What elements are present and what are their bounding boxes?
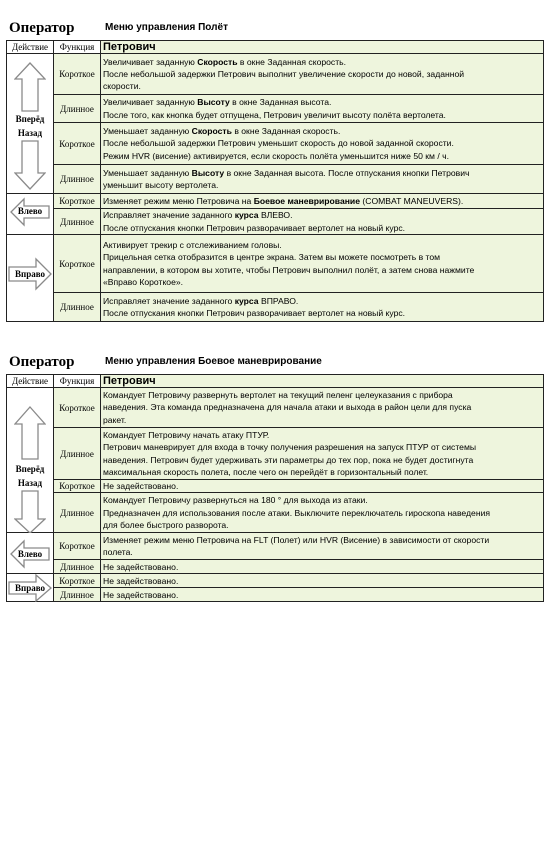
label-back: Назад xyxy=(17,128,43,138)
section-header xyxy=(6,18,543,40)
emphasis-text: курса xyxy=(234,210,259,221)
function-cell: Короткое xyxy=(54,235,101,293)
emphasis-text: Высоту xyxy=(197,97,230,108)
arrow-up-icon xyxy=(14,406,46,460)
arrow-down-icon xyxy=(14,490,46,534)
description-cell: Командует Петровичу начать атаку ПТУР. Петрович маневрирует для входа в точку получения разрешения на запуск ПТУР от системы наведения. Петрович будет удерживать эти параметры до тех пор, пока не будет достигнута максимальная скорость полета, после чего он перейдёт в горизонтальный полет. xyxy=(101,428,544,480)
description-cell: Увеличивает заданную Скорость в окне Заданная скорость. После небольшой задержки Петрович выполнит увеличение скорости до новой, заданной скорости. xyxy=(101,54,544,95)
table-row xyxy=(7,95,544,123)
function-cell: Короткое xyxy=(54,574,101,588)
left-action-cell xyxy=(7,194,54,235)
menu-title: Меню управления Полёт xyxy=(105,22,228,33)
function-cell: Длинное xyxy=(54,428,101,480)
description-cell: Не задействовано. xyxy=(101,574,544,588)
function-cell: Короткое xyxy=(54,388,101,428)
table-row xyxy=(7,194,544,209)
updown-action-cell xyxy=(7,54,54,194)
table-row xyxy=(7,480,544,493)
table-row xyxy=(7,293,544,322)
table-row xyxy=(7,493,544,533)
table-row xyxy=(7,588,544,602)
label-left: Влево xyxy=(17,206,43,216)
col-action-header: Действие xyxy=(7,41,54,54)
function-cell: Длинное xyxy=(54,209,101,235)
description-cell: Не задействовано. xyxy=(101,560,544,574)
col-function-header: Функция xyxy=(54,41,101,54)
operator-title: Оператор xyxy=(9,354,75,370)
arrow-down-icon xyxy=(14,140,46,190)
col-petrovich-header: Петрович xyxy=(101,41,544,54)
description-cell: Не задействовано. xyxy=(101,588,544,602)
right-action-cell xyxy=(7,235,54,322)
table-row xyxy=(7,574,544,588)
right-action-cell xyxy=(7,574,54,602)
description-cell: Командует Петровичу развернуться на 180 ° для выхода из атаки. Предназначен для использования после атаки. Выключите переключатель гироскопа наведения для более быстрого разворота. xyxy=(101,493,544,533)
table-header-row xyxy=(7,41,544,54)
combat-maneuver-table xyxy=(6,374,544,602)
table-row xyxy=(7,235,544,293)
table-row xyxy=(7,209,544,235)
function-cell: Длинное xyxy=(54,560,101,574)
description-cell: Уменьшает заданную Высоту в окне Заданная высота. После отпускания кнопки Петрович уменьшит высоту вертолета. xyxy=(101,165,544,194)
col-function-header: Функция xyxy=(54,375,101,388)
function-cell: Длинное xyxy=(54,95,101,123)
description-cell: Командует Петровичу развернуть вертолет на текущий пеленг целеуказания с прибора наведения. Эта команда предназначена для начала атаки и выхода в район цели для пуска ракет. xyxy=(101,388,544,428)
function-cell: Короткое xyxy=(54,54,101,95)
emphasis-text: Скорость xyxy=(191,126,232,137)
description-cell: Изменяет режим меню Петровича на Боевое маневрирование (COMBAT MANEUVERS). xyxy=(101,194,544,209)
menu-title: Меню управления Боевое маневрирование xyxy=(105,356,322,367)
col-action-header: Действие xyxy=(7,375,54,388)
label-forward: Вперёд xyxy=(15,464,45,474)
function-cell: Короткое xyxy=(54,194,101,209)
description-cell: Активирует трекир с отслеживанием головы. Прицельная сетка отобразится в центре экрана. Затем вы можете посмотреть в том направлении, в котором вы хотите, чтобы Петрович выполнил полёт, а затем снова нажмите «Вправо Короткое». xyxy=(101,235,544,293)
table-header-row xyxy=(7,375,544,388)
flight-menu-section xyxy=(6,18,543,322)
description-cell: Изменяет режим меню Петровича на FLT (Полет) или HVR (Висение) в зависимости от скорости полета. xyxy=(101,533,544,560)
table-row xyxy=(7,560,544,574)
combat-maneuver-section xyxy=(6,352,543,602)
table-row xyxy=(7,428,544,480)
description-cell: Исправляет значение заданного курса ВПРАВО. После отпускания кнопки Петрович разворачивает вертолет на новый курс. xyxy=(101,293,544,322)
function-cell: Короткое xyxy=(54,533,101,560)
emphasis-text: курса xyxy=(234,295,259,306)
emphasis-text: Скорость xyxy=(197,56,238,67)
table-row xyxy=(7,533,544,560)
col-petrovich-header: Петрович xyxy=(101,375,544,388)
function-cell: Короткое xyxy=(54,123,101,165)
table-row xyxy=(7,165,544,194)
function-cell: Длинное xyxy=(54,588,101,602)
description-cell: Уменьшает заданную Скорость в окне Заданная скорость. После небольшой задержки Петрович уменьшит скорость до новой заданной скорости. Режим HVR (висение) активируется, если скорость полёта уменьшится ниже 50 км / ч. xyxy=(101,123,544,165)
flight-menu-table xyxy=(6,40,544,322)
emphasis-text: Боевое маневрирование xyxy=(253,195,360,206)
label-forward: Вперёд xyxy=(15,114,45,124)
label-right: Вправо xyxy=(15,583,45,594)
table-row xyxy=(7,54,544,95)
table-row xyxy=(7,123,544,165)
description-cell: Увеличивает заданную Высоту в окне Заданная высота. После того, как кнопка будет отпущена, Петрович увеличит высоту полёта вертолета. xyxy=(101,95,544,123)
description-cell: Не задействовано. xyxy=(101,480,544,493)
description-cell: Исправляет значение заданного курса ВЛЕВО. После отпускания кнопки Петрович разворачивает вертолет на новый курс. xyxy=(101,209,544,235)
left-action-cell xyxy=(7,533,54,574)
label-left: Влево xyxy=(17,549,43,560)
function-cell: Длинное xyxy=(54,493,101,533)
section-header xyxy=(6,352,543,374)
label-right: Вправо xyxy=(15,269,45,279)
label-back: Назад xyxy=(17,478,43,488)
operator-title: Оператор xyxy=(9,20,75,36)
updown-action-cell xyxy=(7,388,54,533)
function-cell: Длинное xyxy=(54,293,101,322)
table-row xyxy=(7,388,544,428)
emphasis-text: Высоту xyxy=(191,167,225,178)
function-cell: Длинное xyxy=(54,165,101,194)
arrow-up-icon xyxy=(14,62,46,112)
function-cell: Короткое xyxy=(54,480,101,493)
